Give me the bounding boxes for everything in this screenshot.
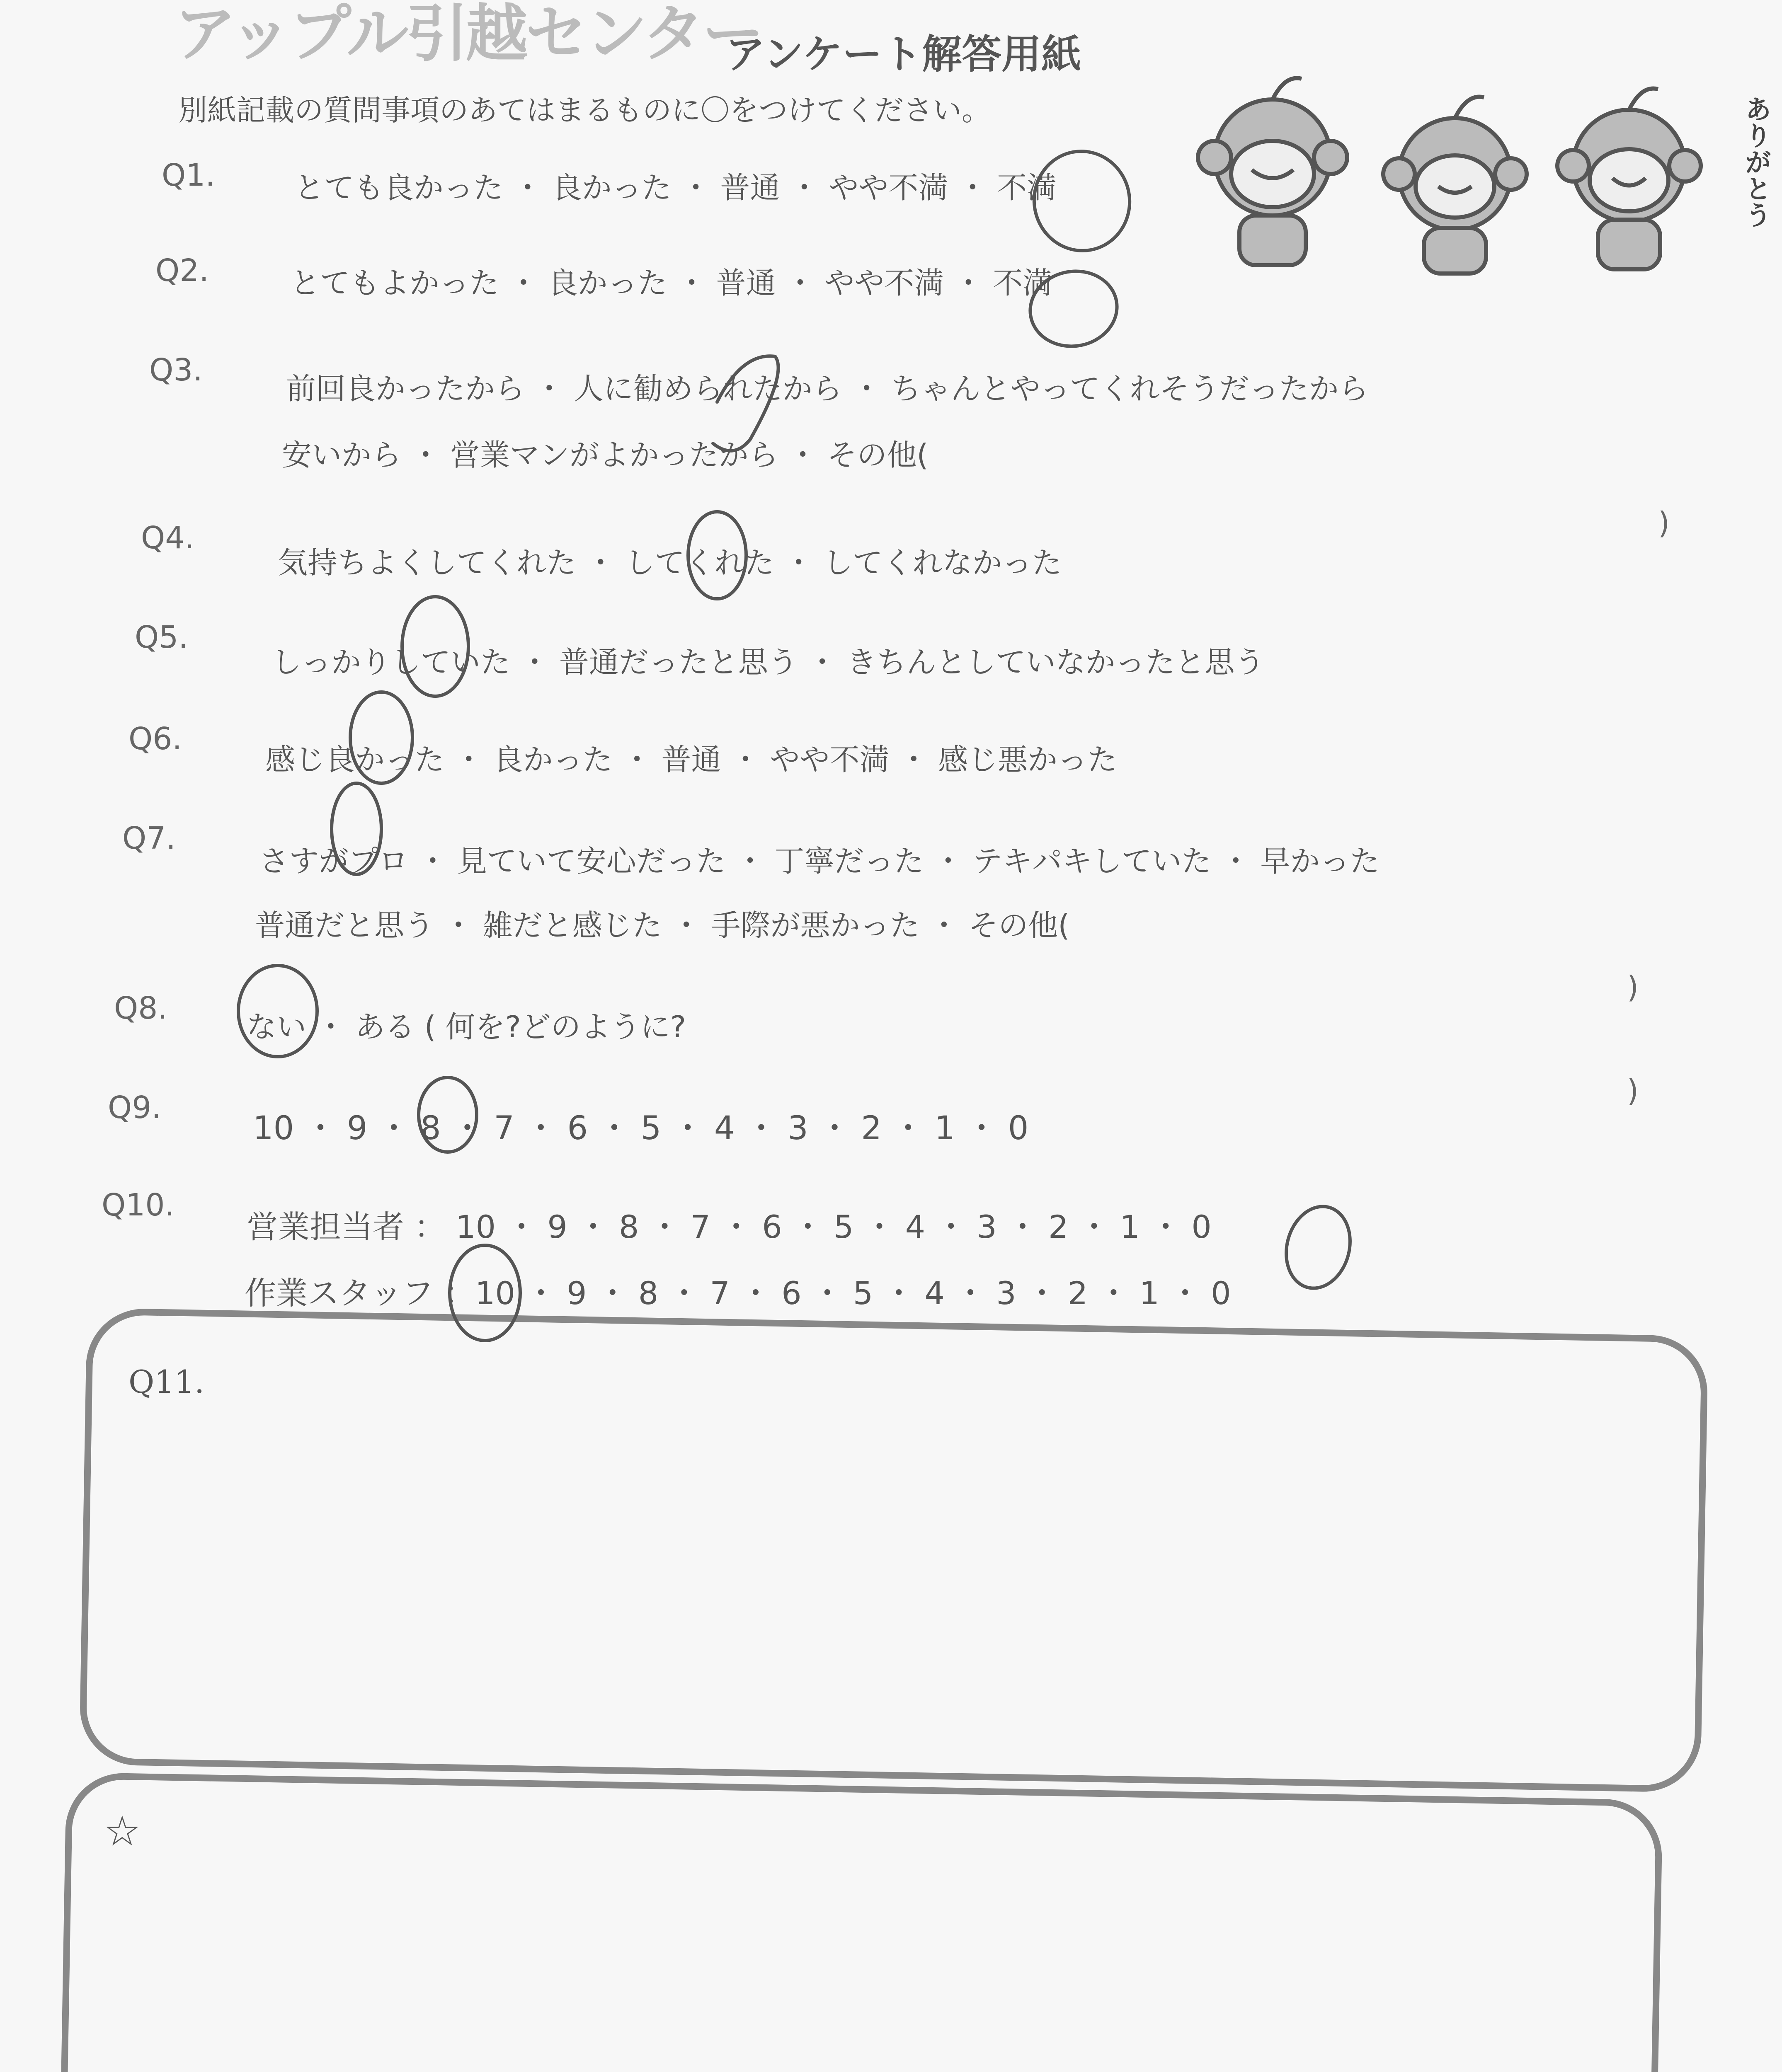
q7-options-line2: 普通だと思う ・ 雑だと感じた ・ 手際が悪かった ・ その他( (255, 908, 1070, 943)
instruction-text: 別紙記載の質問事項のあてはまるものに〇をつけてください。 (178, 93, 991, 127)
q9-label: Q9. (108, 1090, 161, 1126)
brand-title: アップル引越センター (174, 0, 762, 70)
q10-sales-answer-circle (1278, 1199, 1359, 1295)
monkey-icon (1198, 78, 1347, 265)
q1-options: とても良かった ・ 良かった ・ 普通 ・ やや不満 ・ 不満 (294, 170, 1057, 205)
q10-label: Q10. (102, 1187, 175, 1223)
q3-options-line2: 安いから ・ 営業マンがよかったから ・ その他( (282, 438, 929, 472)
monkey-icon (1383, 97, 1527, 274)
q8-options: ない ・ ある ( 何を?どのように? (247, 1009, 686, 1044)
q4-options: 気持ちよくしてくれた ・ してくれた ・ してくれなかった (278, 545, 1062, 580)
q11-comment-box[interactable] (79, 1308, 1709, 1793)
q8-label: Q8. (114, 990, 167, 1026)
q10-sales-options: 営業担当者 ： 10 ・ 9 ・ 8 ・ 7 ・ 6 ・ 5 ・ 4 ・ 3 ・ 2 ・ 1 ・ 0 (247, 1208, 1212, 1245)
q7-close-paren: ) (1627, 970, 1639, 1005)
q2-label: Q2. (155, 253, 209, 288)
q3-close-paren: ) (1658, 506, 1670, 540)
q11-label: Q11. (128, 1363, 205, 1400)
q1-label: Q1. (162, 157, 215, 193)
monkey-icon (1557, 89, 1701, 269)
q6-label: Q6. (128, 721, 182, 757)
monkey-mascots-illustration (1190, 62, 1770, 278)
q4-label: Q4. (141, 520, 194, 556)
q5-label: Q5. (135, 620, 188, 655)
star-comment-box[interactable] (58, 1772, 1663, 2072)
q6-options: 感じ良かった ・ 良かった ・ 普通 ・ やや不満 ・ 感じ悪かった (265, 742, 1118, 777)
mascot-badge-text: ありがとう (1741, 95, 1771, 228)
q9-options: 10 ・ 9 ・ 8 ・ 7 ・ 6 ・ 5 ・ 4 ・ 3 ・ 2 ・ 1 ・ 0 (253, 1110, 1029, 1147)
form-subtitle: アンケート解答用紙 (725, 31, 1081, 77)
q7-options-line1: さすがプロ ・ 見ていて安心だった ・ 丁寧だった ・ テキパキしていた ・ 早かった (259, 844, 1380, 879)
q5-options: しっかりしていた ・ 普通だったと思う ・ きちんとしていなかったと思う (272, 645, 1265, 680)
q3-options-line1: 前回良かったから ・ 人に勧められたから ・ ちゃんとやってくれそうだったから (286, 371, 1369, 406)
q2-options: とてもよかった ・ 良かった ・ 普通 ・ やや不満 ・ 不満 (290, 266, 1053, 300)
q10-staff-options: 作業スタッフ ：10 ・ 9 ・ 8 ・ 7 ・ 6 ・ 5 ・ 4 ・ 3 ・ 2 ・ 1 ・ 0 (245, 1275, 1231, 1312)
star-label: ☆ (104, 1807, 141, 1855)
q3-label: Q3. (149, 352, 203, 388)
q8-close-paren: ) (1627, 1073, 1639, 1108)
q7-label: Q7. (122, 821, 176, 856)
